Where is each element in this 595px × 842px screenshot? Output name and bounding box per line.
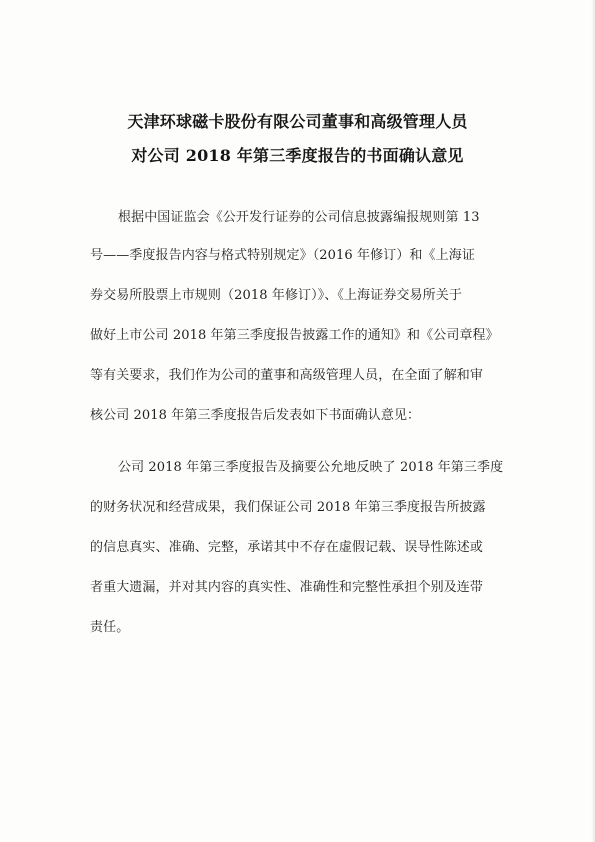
paragraph-1-line-5: 等有关要求，我们作为公司的董事和高级管理人员，在全面了解和审: [90, 368, 484, 383]
paragraph-2-line-3: 的信息真实、准确、完整，承诺其中不存在虚假记载、误导性陈述或: [90, 540, 484, 555]
paragraph-2-line-2: 的财务状况和经营成果，我们保证公司 2018 年第三季度报告所披露: [90, 500, 486, 515]
paragraph-1-line-4: 做好上市公司 2018 年第三季度报告披露工作的通知》和《公司章程》: [90, 328, 499, 343]
paragraph-1-line-3: 券交易所股票上市规则（2018 年修订）》、《上海证券交易所关于: [90, 288, 462, 303]
paragraph-2-line-4: 者重大遗漏，并对其内容的真实性、准确性和完整性承担个别及连带: [90, 580, 484, 595]
paragraph-2-line-5: 责任。: [90, 620, 130, 635]
paragraph-1-line-1: 根据中国证监会《公开发行证券的公司信息披露编报规则第 13: [118, 210, 480, 225]
document-title-line-1: 天津环球磁卡股份有限公司董事和高级管理人员: [127, 112, 468, 131]
scan-edge-shadow: [591, 0, 595, 842]
document-title-line-2: 对公司 2018 年第三季度报告的书面确认意见: [131, 146, 464, 165]
paragraph-1-line-6: 核公司 2018 年第三季度报告后发表如下书面确认意见：: [90, 408, 421, 423]
paragraph-1-line-2: 号——季度报告内容与格式特别规定》（2016 年修订）和《上海证: [90, 248, 475, 263]
paragraph-2-line-1: 公司 2018 年第三季度报告及摘要公允地反映了 2018 年第三季度: [118, 460, 504, 475]
